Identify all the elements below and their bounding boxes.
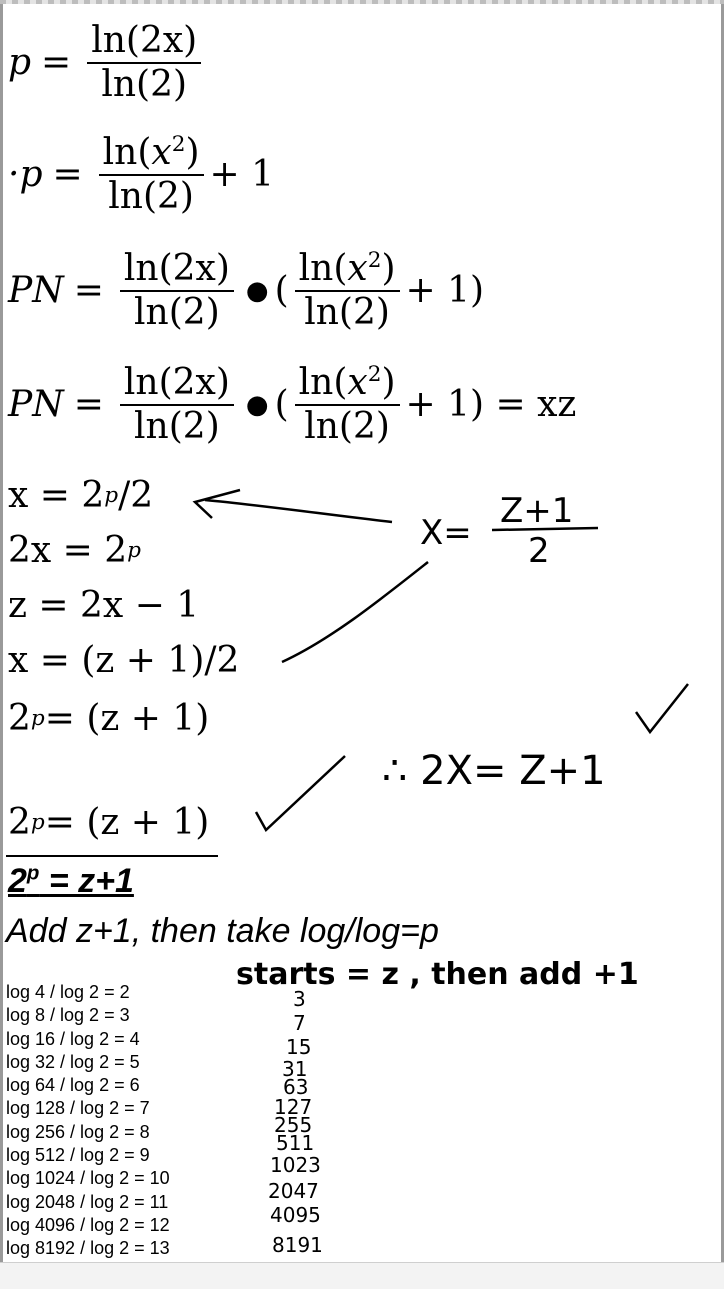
hand-starts-note: starts = z , then add +1 [236, 957, 639, 992]
eq4-num2-var: x [347, 362, 368, 403]
eq10-exp: p [30, 810, 45, 835]
eq2-lhs: ·p [8, 154, 43, 196]
bold-eq-exp: p [26, 862, 40, 885]
eq1-lhs: p [8, 42, 32, 84]
hand-x-num: Z+1 [500, 491, 574, 531]
eq3-open: ( [274, 270, 289, 312]
bold-eq-base: 2 [8, 862, 27, 900]
eq2-denominator: ln(2) [108, 175, 194, 217]
eq4-num2-exp: 2 [367, 362, 382, 387]
eq4-num2-close: ) [381, 362, 396, 403]
eq3-dot: ● [245, 275, 269, 306]
eq4-equals: = [73, 384, 104, 426]
log-line: log 512 / log 2 = 9 [6, 1145, 150, 1166]
eq1-numerator: ln(2x) [87, 22, 201, 64]
eq4-open: ( [274, 384, 289, 426]
eq4-denominator-1: ln(2) [134, 405, 220, 447]
instruction-line: Add z+1, then take log/log=p [6, 912, 439, 950]
eq6-exp: p [127, 538, 141, 563]
eq2-tail: + 1 [209, 154, 275, 196]
eq8-text: x = (z + 1)/2 [8, 640, 240, 681]
eq3-lhs: PN [8, 270, 64, 312]
eq4-lhs: PN [8, 384, 64, 426]
eq9-exp: p [30, 706, 45, 731]
eq2-equals: = [52, 154, 83, 196]
hand-z-value: 1023 [270, 1153, 321, 1177]
hand-z-value: 127 [274, 1095, 313, 1119]
bold-eq-rhs: = z+1 [39, 862, 134, 900]
eq2-num-close: ) [185, 132, 200, 173]
eq9-rhs: = (z + 1) [44, 698, 210, 739]
log-line: log 1024 / log 2 = 10 [6, 1168, 170, 1189]
hand-z-value: 7 [293, 1011, 306, 1035]
eq10-rhs: = (z + 1) [44, 802, 210, 843]
eq3-denominator-2: ln(2) [304, 291, 390, 333]
checkmark-icon [636, 684, 688, 732]
eq7-text: z = 2x − 1 [8, 585, 200, 626]
eq3-num2-var: x [347, 248, 368, 289]
eq5-exp: p [104, 483, 119, 508]
hand-z-value: 511 [276, 1131, 315, 1155]
eq1-denominator: ln(2) [101, 63, 188, 105]
log-line: log 128 / log 2 = 7 [6, 1098, 150, 1119]
eq3-num2-close: ) [381, 248, 396, 289]
log-line: log 4096 / log 2 = 12 [6, 1214, 170, 1235]
eq2-num-fn: ln( [102, 132, 152, 173]
hand-x-den: 2 [528, 531, 550, 571]
eq2-num-var: x [151, 132, 172, 173]
eq3-num2-exp: 2 [367, 248, 382, 273]
eq3-equals: = [73, 270, 104, 312]
log-line: log 64 / log 2 = 6 [6, 1075, 140, 1096]
eq3-numerator-1: ln(2x) [120, 250, 234, 292]
hand-z-value: 15 [286, 1035, 312, 1059]
eq5-rhs: /2 [118, 475, 154, 516]
hand-z-value: 3 [293, 987, 306, 1011]
eq2-num-exp: 2 [171, 132, 186, 157]
log-line: log 2048 / log 2 = 11 [6, 1191, 169, 1212]
eq4-numerator-1: ln(2x) [120, 364, 234, 406]
hand-z-value: 63 [283, 1075, 309, 1099]
log-line: log 4 / log 2 = 2 [6, 982, 130, 1002]
log-line: log 256 / log 2 = 8 [6, 1121, 150, 1142]
eq9-lhs: 2 [8, 698, 31, 739]
hand-z-value: 4095 [270, 1203, 321, 1227]
hand-z-value: 31 [282, 1057, 308, 1081]
log-line: log 8192 / log 2 = 13 [6, 1238, 170, 1259]
hand-z-value: 8191 [272, 1233, 323, 1257]
hand-z-value: 2047 [268, 1179, 319, 1203]
connector-line [282, 562, 428, 662]
hand-therefore-line: ∴ 2X= Z+1 [382, 748, 606, 794]
eq3-tail: + 1) [405, 270, 485, 312]
log-line: log 16 / log 2 = 4 [6, 1028, 140, 1049]
eq3-denominator-1: ln(2) [134, 291, 220, 333]
eq10-lhs: 2 [8, 802, 31, 843]
eq6-lhs: 2x = 2 [8, 530, 128, 571]
log-line: log 32 / log 2 = 5 [6, 1051, 140, 1072]
eq4-dot: ● [245, 389, 269, 420]
checkmark-icon [256, 756, 345, 830]
eq4-denominator-2: ln(2) [304, 405, 390, 447]
arrow-line [205, 500, 392, 522]
eq5-lhs: x = 2 [8, 475, 105, 516]
hand-x-eq: X= [420, 513, 472, 553]
eq3-num2-fn: ln( [298, 248, 348, 289]
log-line: log 8 / log 2 = 3 [6, 1005, 130, 1026]
eq4-tail: + 1) = xz [405, 384, 577, 426]
eq4-num2-fn: ln( [298, 362, 348, 403]
eq1-equals: = [41, 42, 72, 84]
hand-z-value: 255 [274, 1113, 313, 1137]
